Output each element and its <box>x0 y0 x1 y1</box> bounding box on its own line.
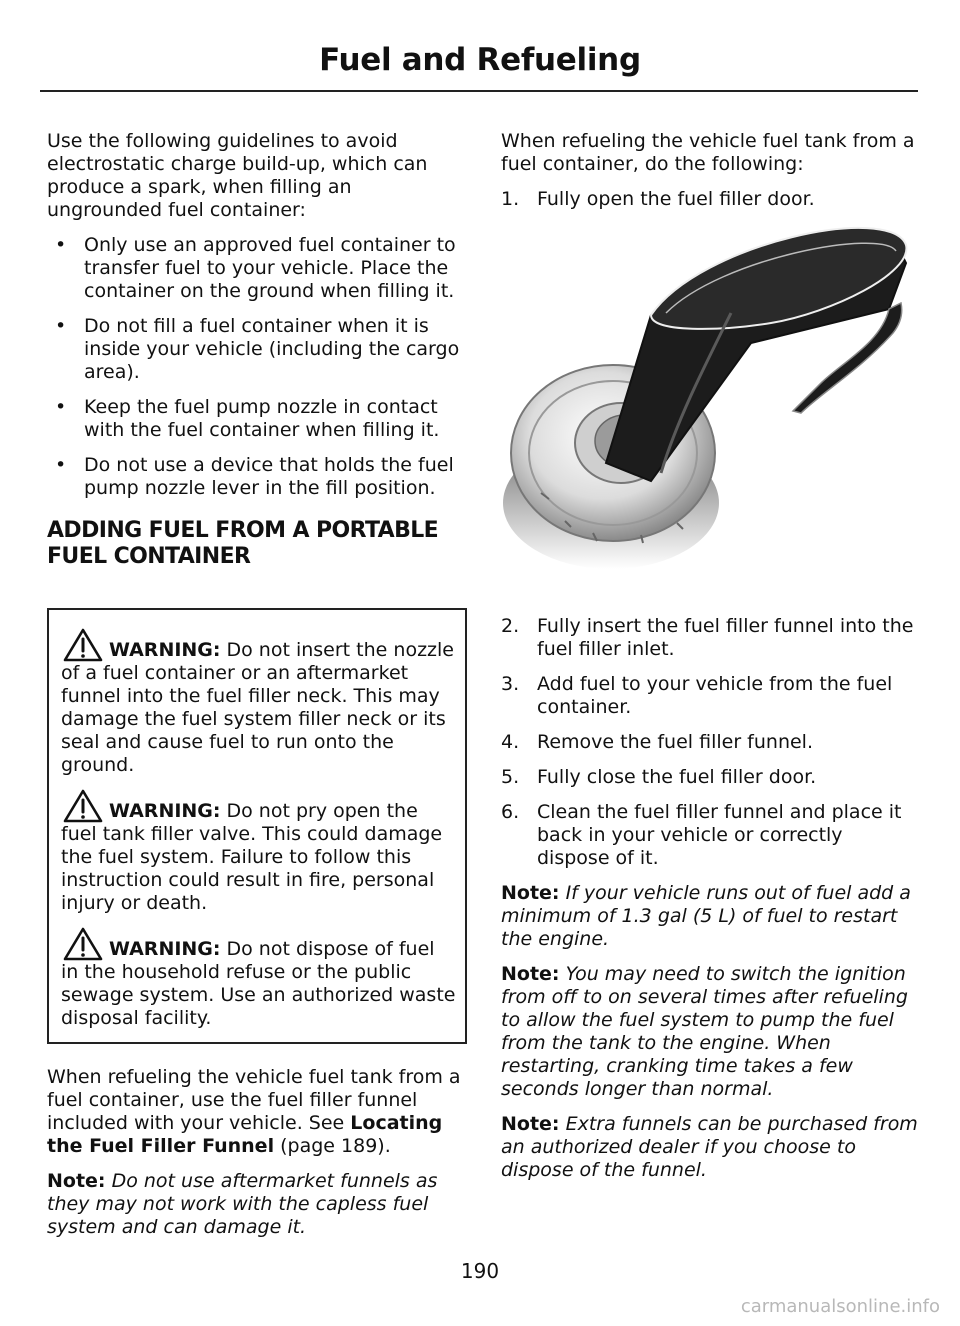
page-title: Fuel and Refueling <box>319 42 641 78</box>
step-list <box>501 615 919 870</box>
funnel-illustration <box>501 223 919 579</box>
step-list <box>501 188 919 211</box>
list-item: • Do not use a device that holds the fuel pump nozzle lever in the fill position. <box>47 454 463 500</box>
watermark: carmanualsonline.info <box>740 1296 940 1317</box>
warning-triangle-icon <box>63 789 103 823</box>
list-item: 6. Clean the fuel filler funnel and place it back in your vehicle or correctly dispose of it. <box>501 801 902 869</box>
intro-paragraph: When refueling the vehicle fuel tank from a fuel container, do the following: <box>501 130 915 175</box>
warning-text: Do not dispose of fuel <box>226 938 435 960</box>
list-item: 5. Fully close the fuel filler door. <box>501 766 817 788</box>
note-text: Do not use aftermarket funnels as they may not work with the capless fuel system and can damage it. <box>47 1170 438 1238</box>
funnel-paragraph: When refueling the vehicle fuel tank from a fuel container, use the fuel filler funnel included with your vehicle. See Locating the Fuel Filler Funnel (page 189). <box>47 1066 461 1157</box>
note <box>501 963 919 1101</box>
list-item: 3. Add fuel to your vehicle from the fuel container. <box>501 673 893 718</box>
warning-text: in the household refuse or the public sewage system. Use an authorized waste disposal facility. <box>61 961 456 1029</box>
warning-box <box>47 608 467 1044</box>
warning-text: Do not pry open the <box>226 800 418 822</box>
note-label: Note: <box>501 882 560 904</box>
warning-triangle-icon <box>63 628 103 662</box>
page-number: 190 <box>460 1259 500 1283</box>
list-item: 1. Fully open the fuel filler door. <box>501 188 815 210</box>
note <box>501 882 919 951</box>
note-text: You may need to switch the ignition from off to on several times after refueling to allow the fuel system to pump the fuel from the tank to the engine. When restarting, cranking time takes a few seconds longer than normal. <box>501 963 908 1100</box>
warning-label: WARNING: <box>109 800 221 822</box>
header-rule <box>40 90 918 92</box>
intro-paragraph: Use the following guidelines to avoid electrostatic charge build-up, which can produce a spark, when filling an ungrounded fuel container: <box>47 130 428 221</box>
warning-label: WARNING: <box>109 639 221 661</box>
warning-label: WARNING: <box>109 938 221 960</box>
warning-item <box>61 927 457 1030</box>
list-item: • Keep the fuel pump nozzle in contact with the fuel container when filling it. <box>47 396 463 442</box>
warning-text: fuel tank filler valve. This could damage the fuel system. Failure to follow this instruction could result in fire, personal injury or death. <box>61 823 443 914</box>
guideline-list <box>47 234 463 500</box>
warning-item <box>61 628 457 777</box>
list-item: • Do not fill a fuel container when it is inside your vehicle (including the cargo area). <box>47 315 463 384</box>
warning-triangle-icon <box>63 927 103 961</box>
list-item: 4. Remove the fuel filler funnel. <box>501 731 813 753</box>
right-column <box>501 130 919 1194</box>
note <box>47 1170 463 1239</box>
warning-text: Do not insert the nozzle <box>226 639 454 661</box>
note-label: Note: <box>47 1170 106 1192</box>
section-heading: ADDING FUEL FROM A PORTABLE FUEL CONTAINER <box>47 518 439 569</box>
cross-reference-link[interactable]: Locating the Fuel Filler Funnel <box>47 1112 443 1157</box>
warning-text: of a fuel container or an aftermarket funnel into the fuel filler neck. This may damage the fuel system filler neck or its seal and cause fuel to run onto the ground. <box>61 662 446 776</box>
note-text: Extra funnels can be purchased from an authorized dealer if you choose to dispose of the funnel. <box>501 1113 918 1181</box>
list-item: • Only use an approved fuel container to transfer fuel to your vehicle. Place the container on the ground when filling it. <box>47 234 463 303</box>
list-item: 2. Fully insert the fuel filler funnel into the fuel filler inlet. <box>501 615 914 660</box>
left-column <box>47 130 463 1251</box>
note <box>501 1113 919 1182</box>
note-text: If your vehicle runs out of fuel add a minimum of 1.3 gal (5 L) of fuel to restart the engine. <box>501 882 911 950</box>
warning-item <box>61 789 457 915</box>
note-label: Note: <box>501 963 560 985</box>
note-label: Note: <box>501 1113 560 1135</box>
